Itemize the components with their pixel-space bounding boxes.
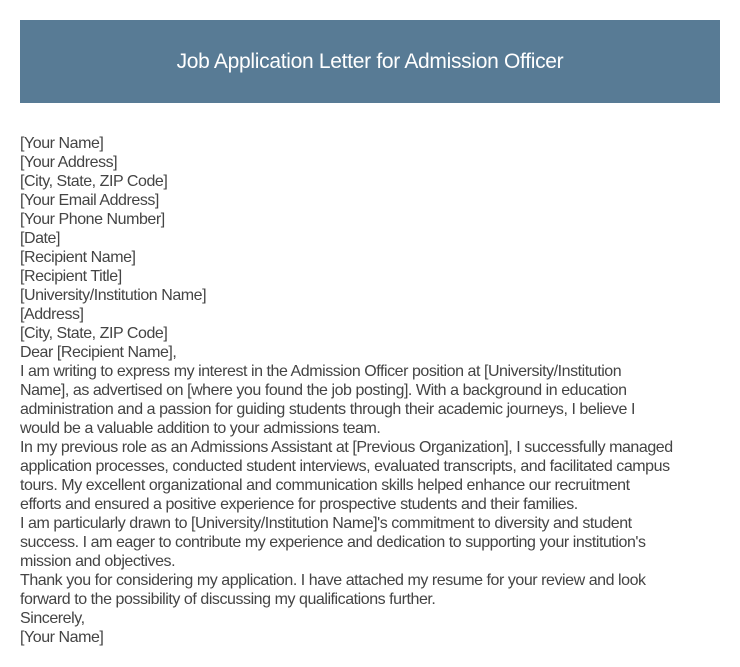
paragraph-motivation	[20, 514, 730, 571]
title-banner	[20, 20, 720, 103]
paragraph-line: tours. My excellent organizational and communication skills helped enhance our recruitment	[20, 477, 630, 494]
letter-body	[20, 134, 730, 647]
recipient-name: [Recipient Name]	[20, 249, 136, 266]
recipient-institution: [University/Institution Name]	[20, 287, 207, 304]
letter-date: [Date]	[20, 230, 60, 247]
paragraph-line: application processes, conducted student interviews, evaluated transcripts, and facilitated campus	[20, 458, 670, 475]
paragraph-line: Thank you for considering my application. I have attached my resume for your review and look	[20, 572, 646, 589]
paragraph-closing	[20, 571, 730, 609]
paragraph-line: mission and objectives.	[20, 553, 176, 570]
page-title: Job Application Letter for Admission Officer	[176, 49, 564, 73]
recipient-block	[20, 248, 730, 343]
paragraph-line: would be a valuable addition to your admissions team.	[20, 420, 381, 437]
paragraph-line: Name], as advertised on [where you found the job posting]. With a background in education	[20, 382, 627, 399]
recipient-city-state-zip: [City, State, ZIP Code]	[20, 325, 168, 342]
sender-email: [Your Email Address]	[20, 192, 159, 209]
paragraph-line: I am writing to express my interest in the Admission Officer position at [University/Institution	[20, 363, 622, 380]
paragraph-line: success. I am eager to contribute my experience and dedication to supporting your institution's	[20, 534, 646, 551]
paragraph-line: In my previous role as an Admissions Assistant at [Previous Organization], I successfully managed	[20, 439, 673, 456]
sender-name: [Your Name]	[20, 135, 104, 152]
paragraph-experience	[20, 438, 730, 514]
sender-address: [Your Address]	[20, 154, 118, 171]
sender-phone: [Your Phone Number]	[20, 211, 165, 228]
paragraph-line: administration and a passion for guiding students through their academic journeys, I believe I	[20, 401, 635, 418]
paragraph-line: I am particularly drawn to [University/Institution Name]'s commitment to diversity and student	[20, 515, 632, 532]
salutation: Dear [Recipient Name],	[20, 344, 177, 361]
paragraph-line: forward to the possibility of discussing my qualifications further.	[20, 591, 436, 608]
sender-city-state-zip: [City, State, ZIP Code]	[20, 173, 168, 190]
recipient-title: [Recipient Title]	[20, 268, 122, 285]
recipient-address: [Address]	[20, 306, 84, 323]
closing: Sincerely,	[20, 610, 85, 627]
sender-block	[20, 134, 730, 229]
paragraph-line: efforts and ensured a positive experience for prospective students and their families.	[20, 496, 578, 513]
signature: [Your Name]	[20, 629, 104, 646]
paragraph-intro	[20, 362, 730, 438]
